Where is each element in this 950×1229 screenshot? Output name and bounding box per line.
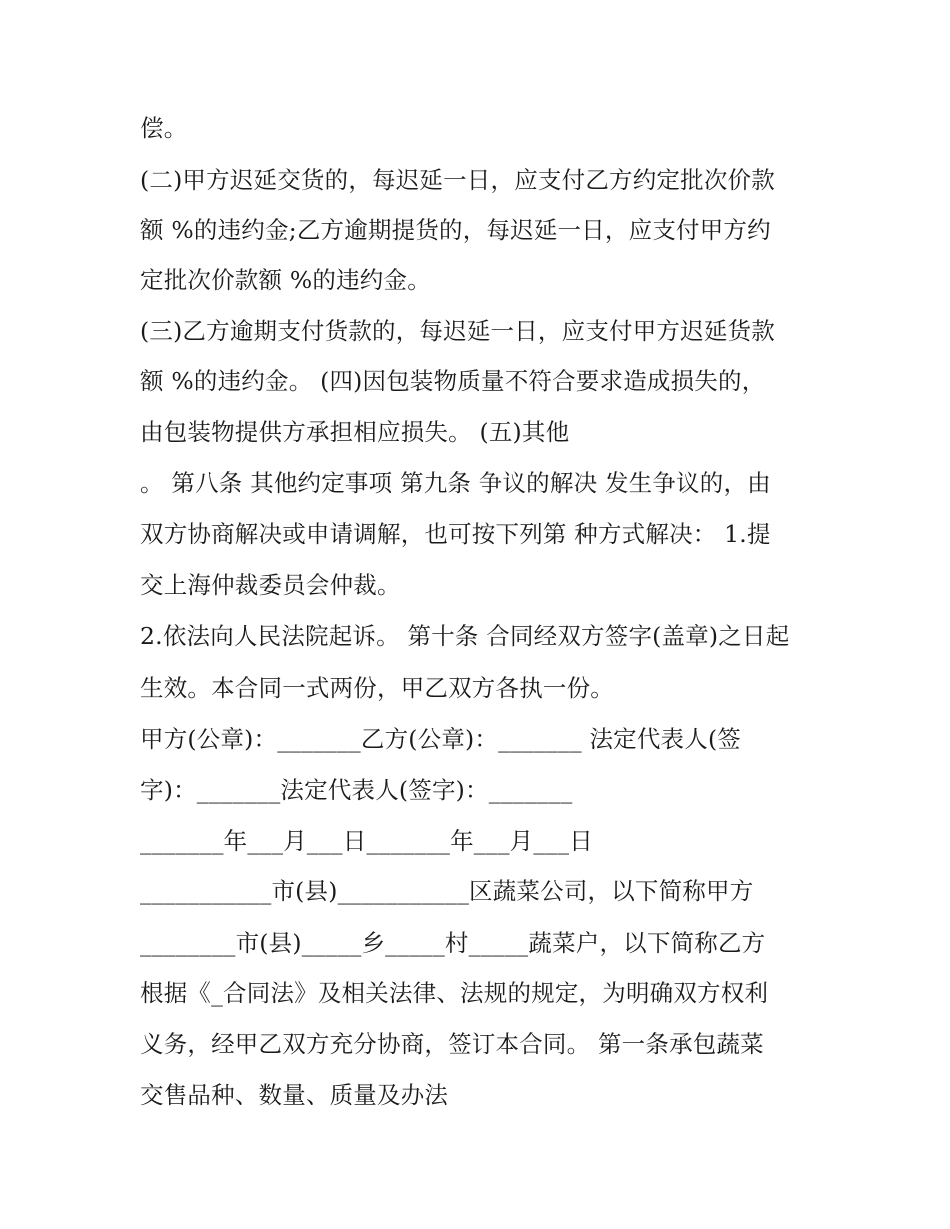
text-line: 由包装物提供方承担相应损失。 (五)其他 xyxy=(140,418,570,446)
text-line: ___________市(县)___________区蔬菜公司，以下简称甲方 xyxy=(140,877,754,905)
text-line: 甲方(公章)：_______乙方(公章)：_______ 法定代表人(签 xyxy=(140,725,742,753)
text-line: 定批次价款额 %的违约金。 xyxy=(140,266,431,294)
text-line: 。 第八条 其他约定事项 第九条 争议的解决 发生争议的，由 xyxy=(140,469,771,497)
text-line: _______年___月___日_______年___月___日 xyxy=(140,827,593,855)
text-line: 双方协商解决或申请调解，也可按下列第 种方式解决： 1.提 xyxy=(140,520,771,548)
text-line: 交上海仲裁委员会仲裁。 xyxy=(140,571,401,599)
text-line: ________市(县)_____乡_____村_____蔬菜户，以下简称乙方 xyxy=(140,929,766,957)
text-line: 生效。本合同一式两份，甲乙双方各执一份。 xyxy=(140,674,614,702)
text-line: 根据《_合同法》及相关法律、法规的规定，为明确双方权利 xyxy=(140,979,769,1007)
text-line: (二)甲方迟延交货的，每迟延一日，应支付乙方约定批次价款 xyxy=(140,166,775,194)
text-line: 额 %的违约金。 (四)因包装物质量不符合要求造成损失的， xyxy=(140,367,766,395)
text-line: 额 %的违约金;乙方逾期提货的，每迟延一日，应支付甲方约 xyxy=(140,216,771,244)
text-line: 义务，经甲乙双方充分协商，签订本合同。 第一条承包蔬菜 xyxy=(140,1030,764,1058)
text-line: (三)乙方逾期支付货款的，每迟延一日，应支付甲方迟延货款 xyxy=(140,317,775,345)
text-line: 字)：_______法定代表人(签字)：_______ xyxy=(140,776,573,804)
text-line: 偿。 xyxy=(140,114,188,142)
text-line: 2.依法向人民法院起诉。 第十条 合同经双方签字(盖章)之日起 xyxy=(140,622,790,650)
document-page xyxy=(140,0,820,1229)
text-line: 交售品种、数量、质量及办法 xyxy=(140,1081,449,1109)
